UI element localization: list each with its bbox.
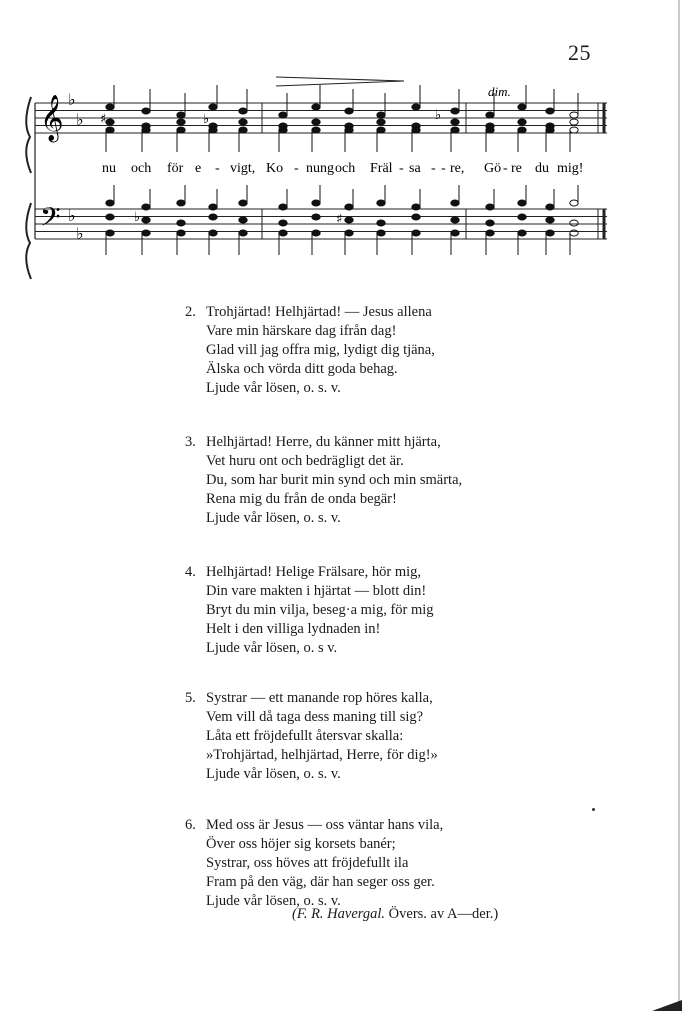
lyric-syllable: för: [167, 161, 184, 176]
notehead: [239, 127, 247, 133]
notehead: [106, 104, 114, 110]
notehead: [546, 230, 554, 236]
verse-number: 5.: [185, 690, 196, 706]
notehead: [312, 214, 320, 220]
notehead: [451, 200, 459, 206]
notehead: [412, 127, 420, 133]
lyric-syllable: -: [503, 161, 508, 176]
notehead: [106, 214, 114, 220]
notehead: [279, 127, 287, 133]
verse-line: Bryt du min vilja, beseg·a mig, för mig: [206, 602, 434, 618]
notehead: [177, 127, 185, 133]
notehead: [377, 112, 385, 118]
lyric-syllable: och: [131, 161, 152, 176]
verse-line: Vem vill då taga dess maning till sig?: [206, 709, 424, 725]
notehead: [546, 108, 554, 114]
notehead: [518, 119, 526, 125]
notehead: [106, 230, 114, 236]
lyric-syllable: -: [431, 161, 436, 176]
lyric-syllable: -: [399, 161, 404, 176]
notehead: [209, 230, 217, 236]
verse-2: [185, 303, 435, 398]
notehead: [486, 127, 494, 133]
notehead: [570, 119, 578, 125]
lyric-syllable: sa: [409, 161, 421, 176]
page-corner-mark: [652, 998, 682, 1011]
lyric-syllable: mig!: [557, 161, 584, 176]
notehead: [239, 230, 247, 236]
verse-line: Helhjärtad! Helige Frälsare, hör mig,: [206, 564, 422, 580]
verse-line: Systrar — ett manande rop höres kalla,: [206, 690, 433, 706]
lyric-syllable: -: [441, 161, 446, 176]
notehead: [279, 204, 287, 210]
notehead: [345, 217, 353, 223]
notehead: [312, 200, 320, 206]
notehead: [142, 230, 150, 236]
notehead: [177, 112, 185, 118]
notehead: [570, 127, 578, 133]
lyric-syllable: nu: [102, 161, 116, 176]
notehead: [451, 127, 459, 133]
notehead: [570, 220, 578, 226]
verse-line: Älska och vörda ditt goda behag.: [206, 361, 398, 377]
flat-icon: ♭: [435, 108, 442, 123]
verse-line: Med oss är Jesus — oss väntar hans vila,: [206, 817, 444, 833]
lyric-syllable: Gö: [484, 161, 502, 176]
treble-clef-icon: 𝄞: [40, 95, 64, 141]
verse-line: Låta ett fröjdefullt återsvar skalla:: [206, 728, 404, 744]
notehead: [209, 104, 217, 110]
lyric-syllable: vigt,: [230, 161, 256, 176]
verse-line: »Trohjärtad, helhjärtad, Herre, för dig!»: [206, 747, 438, 763]
verse-line: Vare min härskare dag ifrån dag!: [206, 323, 397, 339]
page-number: 25: [568, 40, 591, 65]
music-score: [0, 0, 688, 280]
hairpin: [276, 77, 404, 86]
notehead: [239, 217, 247, 223]
flat-icon: ♭: [134, 210, 141, 225]
verse-4: [185, 563, 434, 658]
notehead: [312, 230, 320, 236]
lyric-syllable: -: [294, 161, 299, 176]
notehead: [518, 214, 526, 220]
notehead: [570, 112, 578, 118]
verse-line: Ljude vår lösen, o. s. v.: [206, 766, 341, 782]
notehead: [486, 230, 494, 236]
verse-line: Din vare makten i hjärtat — blott din!: [206, 583, 427, 599]
verse-5: [185, 689, 438, 784]
lyric-syllable: du: [535, 161, 549, 176]
lyric-syllable: och: [335, 161, 356, 176]
verse-line: Rena mig du från de onda begär!: [206, 491, 397, 507]
dynamic-marking: dim.: [488, 84, 511, 99]
verse-line: Ljude vår lösen, o. s. v.: [206, 380, 341, 396]
notehead: [106, 127, 114, 133]
notehead: [412, 104, 420, 110]
notehead: [377, 220, 385, 226]
attribution: [292, 906, 498, 923]
verse-number: 6.: [185, 817, 196, 833]
notehead: [518, 104, 526, 110]
notehead: [377, 200, 385, 206]
lyric-syllable: re,: [450, 161, 465, 176]
notehead: [377, 127, 385, 133]
notehead: [377, 230, 385, 236]
notehead: [239, 108, 247, 114]
notehead: [518, 200, 526, 206]
notehead: [345, 230, 353, 236]
flat-icon: ♭: [76, 224, 84, 243]
verse-line: Glad vill jag offra mig, lydigt dig tjäna,: [206, 342, 435, 358]
notehead: [312, 104, 320, 110]
notehead: [570, 230, 578, 236]
notehead: [279, 220, 287, 226]
lyric-syllable: Ko: [266, 161, 284, 176]
verse-line: Systrar, oss höves att fröjdefullt ila: [206, 855, 409, 871]
notehead: [106, 119, 114, 125]
notehead: [312, 119, 320, 125]
lyric-syllable: Fräl: [370, 161, 393, 176]
verse-line: Ljude vår lösen, o. s. v.: [206, 510, 341, 526]
verse-line: Ljude vår lösen, o. s. v.: [206, 893, 341, 909]
verse-6: [185, 816, 443, 911]
notehead: [451, 108, 459, 114]
notehead: [209, 214, 217, 220]
notehead: [177, 119, 185, 125]
verse-number: 2.: [185, 304, 196, 320]
sharp-icon: ♯: [100, 112, 107, 127]
attribution-translation: Övers. av A—der.): [388, 906, 499, 922]
verse-line: Ljude vår lösen, o. s v.: [206, 640, 338, 656]
flat-icon: ♭: [76, 110, 84, 129]
notehead: [451, 230, 459, 236]
notehead: [546, 217, 554, 223]
notehead: [412, 230, 420, 236]
notehead: [209, 127, 217, 133]
bass-clef-icon: 𝄢: [40, 201, 61, 239]
notehead: [239, 200, 247, 206]
verse-line: Du, som har burit min synd och min smärta,: [206, 472, 463, 488]
verse-number: 3.: [185, 434, 196, 450]
lyric-syllable: nung: [306, 161, 334, 176]
sharp-icon: ♯: [336, 212, 343, 227]
notehead: [106, 200, 114, 206]
verse-3: [185, 433, 462, 528]
notehead: [546, 127, 554, 133]
notehead: [345, 204, 353, 210]
lyric-syllable: -: [215, 161, 220, 176]
verse-line: Helhjärtad! Herre, du känner mitt hjärta,: [206, 434, 441, 450]
notehead: [142, 127, 150, 133]
brace: [26, 97, 31, 173]
notehead: [570, 200, 578, 206]
print-speck: [592, 808, 595, 811]
notehead: [486, 204, 494, 210]
verse-line: Fram på den väg, där han seger oss ger.: [206, 874, 435, 890]
notehead: [142, 108, 150, 114]
verse-line: Trohjärtad! Helhjärtad! — Jesus allena: [206, 304, 432, 320]
notehead: [279, 112, 287, 118]
verse-line: Vet huru ont och bedrägligt det är.: [206, 453, 404, 469]
notehead: [451, 119, 459, 125]
notehead: [177, 230, 185, 236]
notehead: [177, 220, 185, 226]
lyric-syllable: e: [195, 161, 202, 176]
verse-line: Helt i den villiga lydnaden in!: [206, 621, 381, 637]
notehead: [518, 230, 526, 236]
notehead: [486, 112, 494, 118]
lyrics-line: [102, 161, 583, 176]
notehead: [546, 204, 554, 210]
notehead: [412, 204, 420, 210]
notehead: [177, 200, 185, 206]
notehead: [345, 108, 353, 114]
notehead: [518, 127, 526, 133]
notehead: [412, 214, 420, 220]
notehead: [345, 127, 353, 133]
flat-icon: ♭: [68, 206, 76, 225]
notehead: [451, 217, 459, 223]
notehead: [209, 204, 217, 210]
notehead: [312, 127, 320, 133]
notehead: [142, 204, 150, 210]
flat-icon: ♭: [203, 112, 210, 127]
notehead: [142, 217, 150, 223]
notehead: [239, 119, 247, 125]
verse-number: 4.: [185, 564, 196, 580]
lyric-syllable: re: [511, 161, 522, 176]
notehead: [486, 220, 494, 226]
brace: [26, 203, 31, 279]
verse-line: Över oss höjer sig korsets banér;: [206, 836, 396, 852]
attribution-author: (F. R. Havergal.: [292, 906, 386, 922]
notehead: [279, 230, 287, 236]
notehead: [377, 119, 385, 125]
flat-icon: ♭: [68, 90, 76, 109]
